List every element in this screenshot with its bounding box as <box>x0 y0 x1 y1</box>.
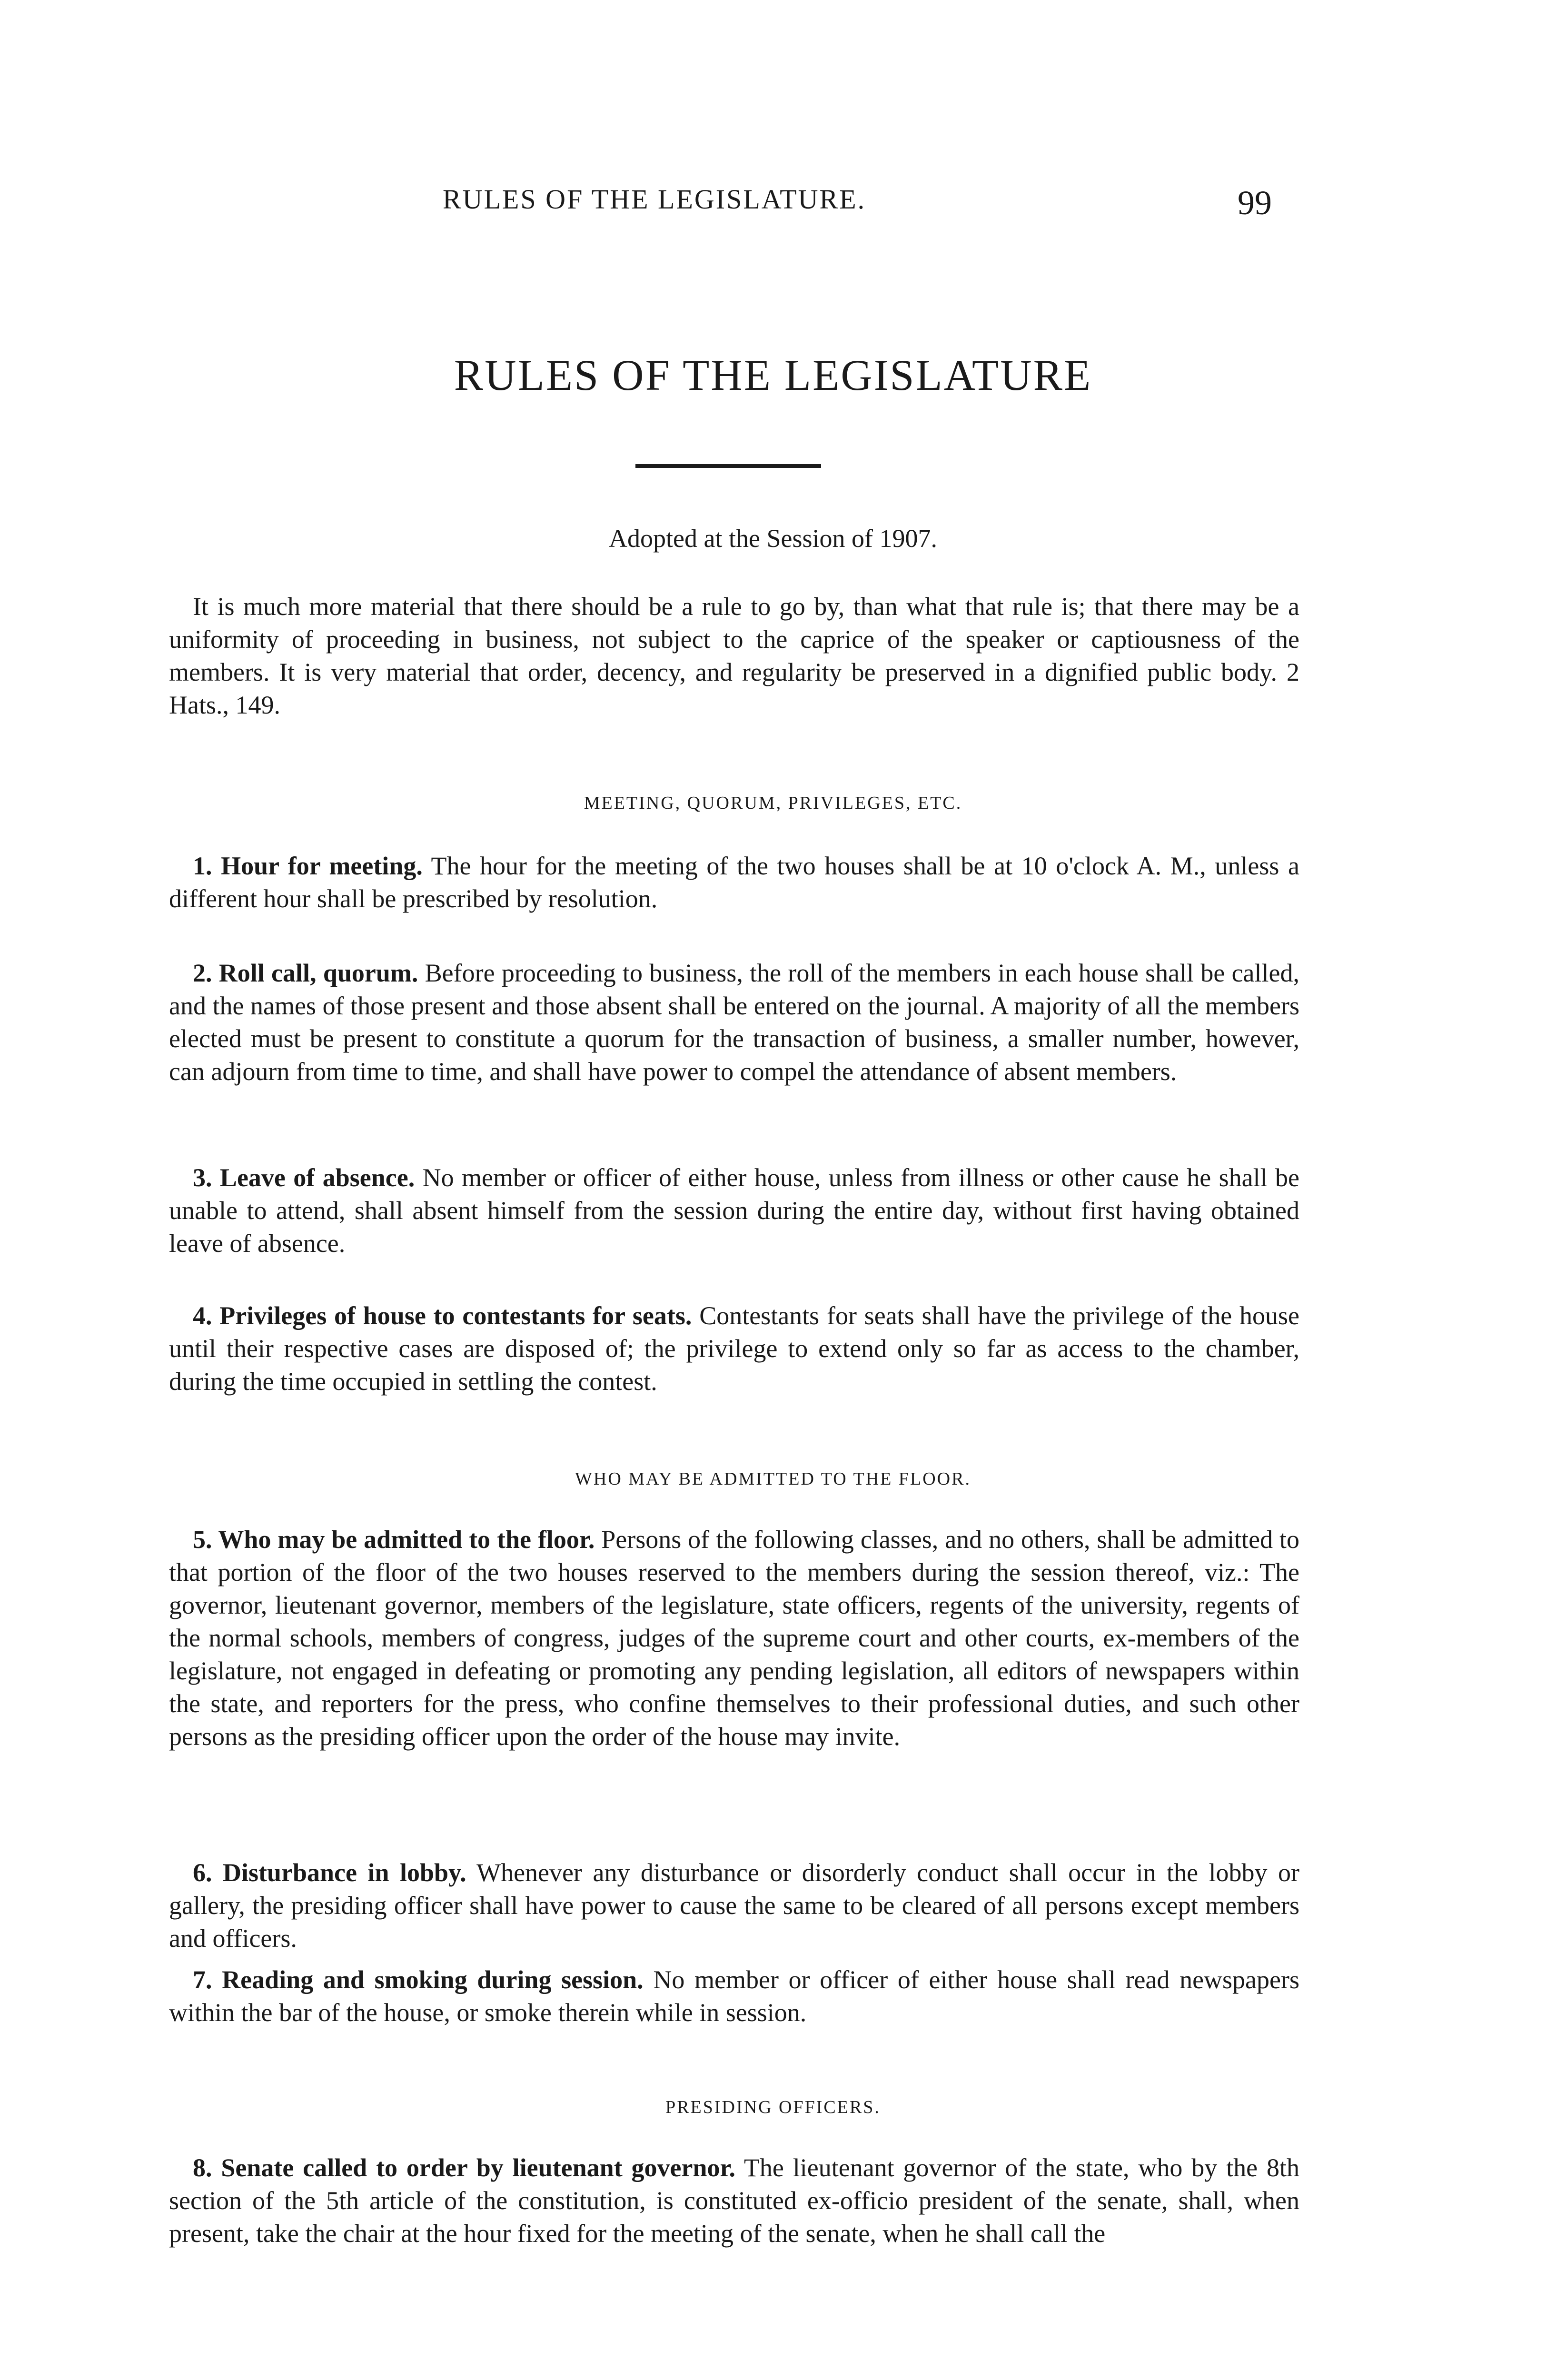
rule-6 <box>169 1856 1299 1955</box>
rule-3-title: 3. Leave of absence. <box>193 1163 415 1192</box>
rule-6-text: Whenever any disturbance or disorderly conduct shall occur in the lobby or gallery, the presiding officer shall have power to cause the same to be cleared of all persons except members and officers. <box>169 1858 1300 1953</box>
rule-4 <box>169 1299 1299 1398</box>
rule-4-text: Contestants for seats shall have the privilege of the house until their respective cases are disposed of; the privilege to extend only so far as access to the chamber, during the time occupied in settling the contest. <box>169 1301 1300 1396</box>
rule-2-title: 2. Roll call, quorum. <box>193 959 418 987</box>
running-header: RULES OF THE LEGISLATURE. <box>443 184 866 215</box>
section-heading-presiding: PRESIDING OFFICERS. <box>665 2097 881 2117</box>
section-heading-floor: WHO MAY BE ADMITTED TO THE FLOOR. <box>575 1469 971 1489</box>
rule-1 <box>169 850 1299 915</box>
rule-7 <box>169 1964 1299 2029</box>
rule-2 <box>169 957 1299 1088</box>
page-number: 99 <box>1238 184 1272 222</box>
rule-8 <box>169 2152 1299 2250</box>
rule-7-text: No member or officer of either house shall read newspapers within the bar of the house, or smoke therein while in session. <box>169 1965 1299 2027</box>
rule-8-text: The lieutenant governor of the state, who by the 8th section of the 5th article of the constitution, is constituted ex-officio president of the senate, shall, when present, take the chair at the hour fixed for the meeting of the senate, when he shall call the <box>169 2153 1299 2248</box>
rule-8-title: 8. Senate called to order by lieutenant governor. <box>193 2153 736 2182</box>
rule-1-title: 1. Hour for meeting. <box>193 852 423 880</box>
rule-3-text: No member or officer of either house, unless from illness or other cause he shall be unable to attend, shall absent himself from the session during the entire day, without first having obtained leave of absence. <box>169 1163 1299 1258</box>
rule-6-title: 6. Disturbance in lobby. <box>193 1858 466 1887</box>
intro-paragraph: It is much more material that there should be a rule to go by, than what that rule is; that there may be a uniformity of proceeding in business, not subject to the caprice of the speaker or captiousness of the members. It is very material that order, decency, and regularity be preserved in a dignified public body. 2 Hats., 149. <box>169 592 1299 719</box>
adoption-note: Adopted at the Session of 1907. <box>609 524 937 553</box>
rule-2-text: Before proceeding to business, the roll of the members in each house shall be called, and the names of those present and those absent shall be entered on the journal. A majority of all the members elected must be present to constitute a quorum for the transaction of business, a smaller number, however, can adjourn from time to time, and shall have power to compel the attendance of absent members. <box>169 959 1299 1086</box>
rule-5-text: Persons of the following classes, and no others, shall be admitted to that portion of the floor of the two houses reserved to the members during the session thereof, viz.: The governor, lieutenant governor, members of the legislature, state officers, regents of the university, regents of the normal schools, members of congress, judges of the supreme court and other courts, ex-members of the legislature, not engaged in defeating or promoting any pending legislation, all editors of newspapers within the state, and reporters for the press, who confine themselves to their professional duties, and such other persons as the presiding officer upon the order of the house may invite. <box>169 1525 1299 1751</box>
rule-7-title: 7. Reading and smoking during session. <box>193 1965 644 1994</box>
title-divider <box>635 464 821 468</box>
section-heading-meeting: MEETING, QUORUM, PRIVILEGES, ETC. <box>584 793 962 813</box>
rule-5-title: 5. Who may be admitted to the floor. <box>193 1525 595 1554</box>
rule-5 <box>169 1523 1299 1753</box>
page-title: RULES OF THE LEGISLATURE <box>454 351 1092 399</box>
rule-1-text: The hour for the meeting of the two houses shall be at 10 o'clock A. M., unless a different hour shall be prescribed by resolution. <box>169 852 1300 913</box>
rule-4-title: 4. Privileges of house to contestants for seats. <box>193 1301 692 1330</box>
rule-3 <box>169 1161 1299 1260</box>
